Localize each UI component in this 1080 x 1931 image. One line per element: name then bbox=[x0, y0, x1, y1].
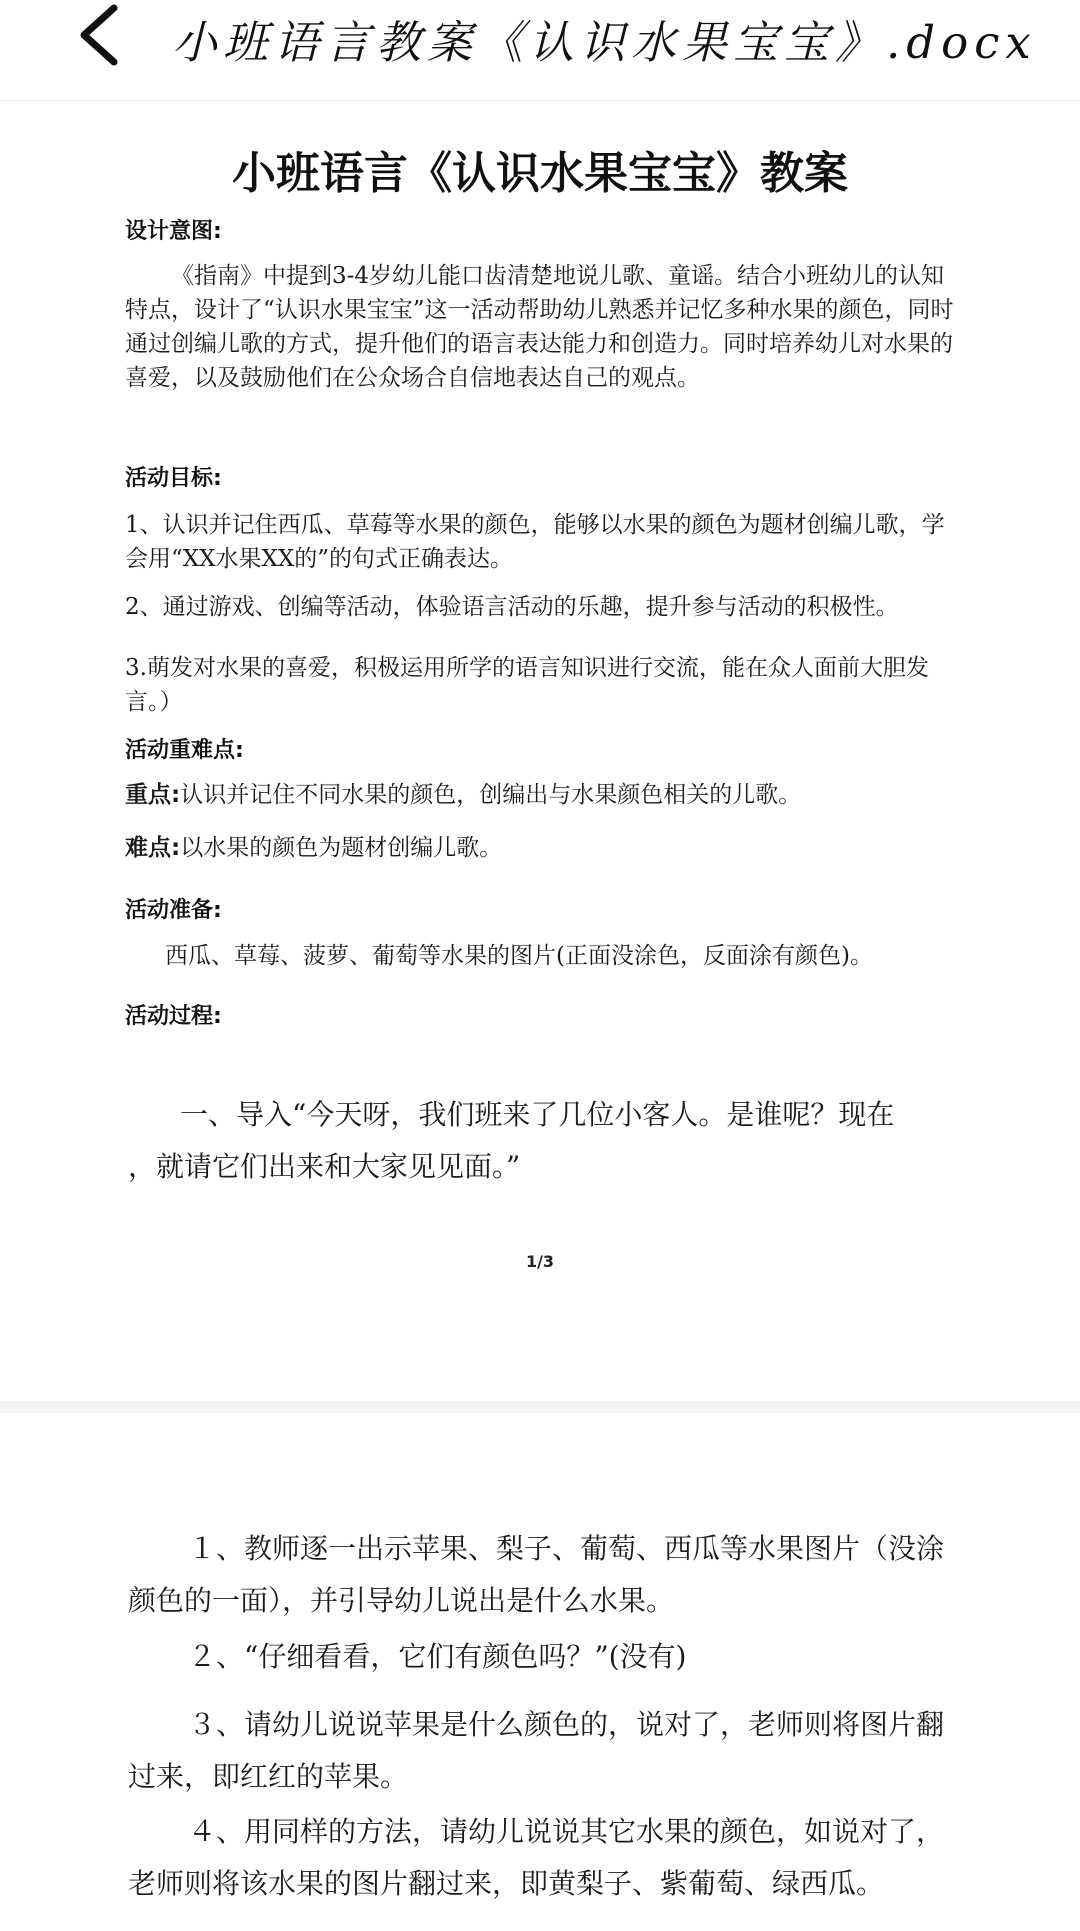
key-point bbox=[125, 778, 955, 812]
file-title: 小班语言教案《认识水果宝宝》.docx bbox=[172, 16, 1037, 69]
process-step-2: ２、“仔细看看，它们有颜色吗？”(没有) bbox=[188, 1640, 687, 1673]
key-point-text: 认识并记住不同水果的颜色，创编出与水果颜色相关的儿歌。 bbox=[180, 782, 802, 808]
process-heading: 活动过程: bbox=[125, 1004, 222, 1029]
page-number: 1/3 bbox=[525, 1252, 555, 1271]
document-page-1[interactable] bbox=[0, 101, 1080, 1401]
process-step-1: １、教师逐一出示苹果、梨子、葡萄、西瓜等水果图片（没涂颜色的一面），并引导幼儿说出是什么水果。 bbox=[128, 1532, 945, 1617]
key-points-heading: 活动重难点: bbox=[125, 738, 244, 763]
difficulty-text: 以水果的颜色为题材创编儿歌。 bbox=[180, 835, 503, 861]
key-point-label: 重点: bbox=[125, 782, 181, 808]
design-heading: 设计意图: bbox=[125, 219, 222, 244]
difficulty-label: 难点: bbox=[125, 835, 181, 861]
goal-item-2: 2、通过游戏、创编等活动，体验语言活动的乐趣，提升参与活动的积极性。 bbox=[125, 594, 899, 620]
intro-line-1: 一、导入“今天呀，我们班来了几位小客人。是谁呢？现在 bbox=[180, 1098, 895, 1131]
top-bar bbox=[0, 0, 1080, 101]
chevron-left-icon bbox=[70, 2, 130, 68]
goal-item-1: 1、认识并记住西瓜、草莓等水果的颜色，能够以水果的颜色为题材创编儿歌，学会用“XX水果XX的”的句式正确表达。 bbox=[125, 512, 945, 572]
process-step-3: ３、请幼儿说说苹果是什么颜色的，说对了，老师则将图片翻过来，即红红的苹果。 bbox=[128, 1708, 945, 1793]
intro-line-2: ，就请它们出来和大家见见面。” bbox=[128, 1150, 521, 1183]
goal-item-3: 3.萌发对水果的喜爱，积极运用所学的语言知识进行交流，能在众人面前大胆发言。） bbox=[125, 655, 929, 715]
page-separator bbox=[0, 1401, 1080, 1413]
goals-heading: 活动目标: bbox=[125, 466, 222, 491]
process-step-4: ４、用同样的方法，请幼儿说说其它水果的颜色，如说对了，老师则将该水果的图片翻过来，即黄梨子、紫葡萄、绿西瓜。 bbox=[128, 1815, 945, 1900]
design-paragraph: 《指南》中提到3-4岁幼儿能口齿清楚地说儿歌、童谣。结合小班幼儿的认知特点，设计了“认识水果宝宝”这一活动帮助幼儿熟悉并记忆多种水果的颜色，同时通过创编儿歌的方式，提升他们的语言表达能力和创造力。同时培养幼儿对水果的喜爱，以及鼓励他们在公众场合自信地表达自己的观点。 bbox=[125, 263, 954, 391]
back-button[interactable] bbox=[70, 2, 130, 68]
preparation-heading: 活动准备: bbox=[125, 898, 222, 923]
difficulty-point bbox=[125, 831, 955, 865]
document-title: 小班语言《认识水果宝宝》教案 bbox=[232, 148, 848, 199]
document-page-2[interactable] bbox=[0, 1413, 1080, 1931]
preparation-text: 西瓜、草莓、菠萝、葡萄等水果的图片(正面没涂色，反面涂有颜色)。 bbox=[165, 943, 873, 969]
